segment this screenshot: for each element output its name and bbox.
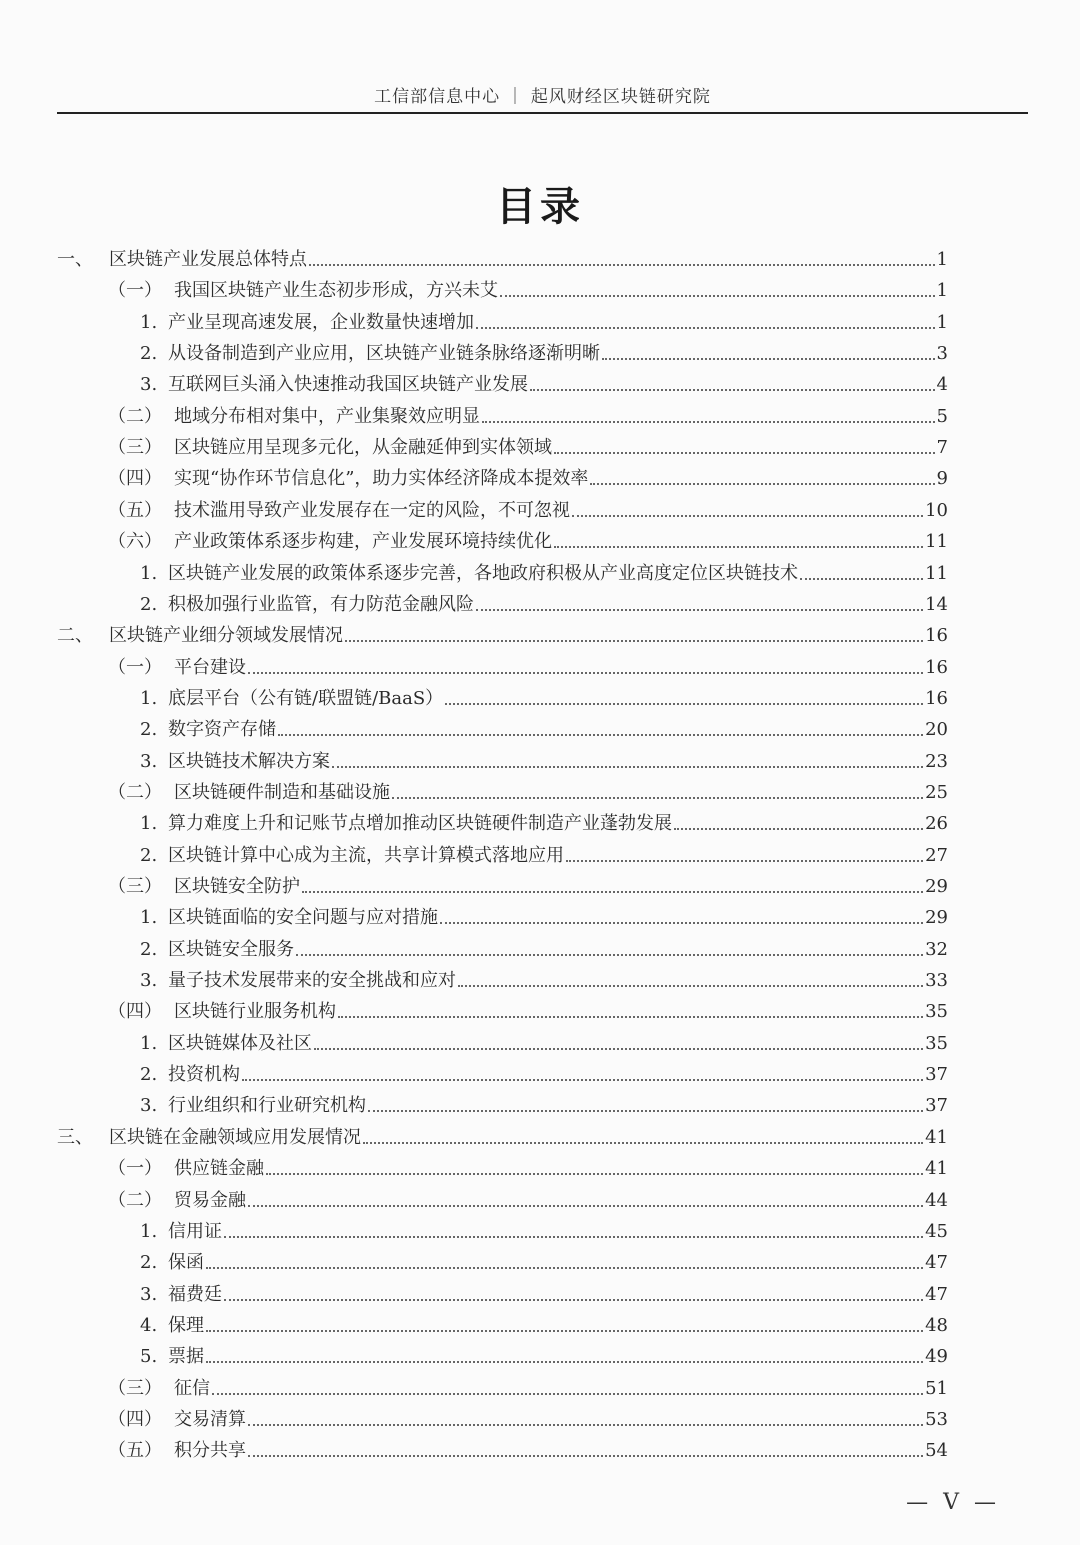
toc-entry-title: 产业政策体系逐步构建，产业发展环境持续优化 [174,531,552,553]
toc-entry-number: 1. [140,1032,158,1054]
toc-leader-dots [212,1393,923,1395]
toc-entry-title: 数字资产存储 [168,719,276,741]
toc-entry-title: 从设备制造到产业应用，区块链产业链条脉络逐渐明晰 [168,343,600,365]
toc-entry-number: 3. [140,1283,158,1305]
toc-entry[interactable] [108,1182,948,1213]
toc-leader-dots [302,891,923,893]
toc-entry-title: 平台建设 [174,656,246,678]
toc-entry[interactable] [140,962,948,993]
toc-entry-page: 41 [925,1158,948,1180]
toc-leader-dots [278,734,923,736]
toc-entry-title: 区块链产业发展总体特点 [109,249,307,270]
toc-entry-page: 51 [925,1377,948,1399]
toc-entry-title: 交易清算 [174,1408,246,1430]
toc-entry-number: 2. [140,343,158,365]
toc-entry[interactable] [108,523,948,554]
toc-entry-title: 区块链媒体及社区 [168,1032,312,1054]
toc-entry-title: 区块链在金融领域应用发展情况 [109,1126,361,1148]
toc-entry-number: 1. [140,311,158,333]
toc-entry-title: 区块链技术解决方案 [168,750,330,772]
toc-entry-page: 4 [936,374,948,396]
toc-entry[interactable] [108,993,948,1024]
toc-leader-dots [590,483,934,485]
toc-entry-page: 7 [936,437,948,459]
toc-entry-page: 47 [925,1283,948,1305]
toc-leader-dots [572,515,923,517]
toc-entry-number: （五） [108,499,162,521]
toc-entry-number: 2. [140,593,158,615]
toc-entry[interactable] [140,1338,948,1369]
toc-entry-title: 区块链计算中心成为主流，共享计算模式落地应用 [168,844,564,866]
toc-entry-page: 16 [925,625,948,647]
toc-entry[interactable] [108,398,948,429]
toc-leader-dots [345,640,923,642]
toc-entry[interactable] [140,711,948,742]
toc-entry-title: 征信 [174,1377,210,1399]
toc-entry-page: 16 [925,656,948,678]
toc-entry[interactable] [140,680,948,711]
toc-leader-dots [554,452,935,454]
toc-leader-dots [500,295,935,297]
toc-leader-dots [458,985,923,987]
toc-entry-number: （三） [108,437,162,459]
toc-entry[interactable] [108,868,948,899]
toc-entry-page: 26 [925,813,948,835]
toc-entry-title: 投资机构 [168,1064,240,1086]
toc-entry-number: （四） [108,468,162,490]
toc-entry-page: 10 [925,499,948,521]
toc-entry-number: 1. [140,562,158,584]
toc-entry-number: 3. [140,1095,158,1117]
toc-entry[interactable] [108,1150,948,1181]
toc-entry-page: 35 [925,1001,948,1023]
toc-entry-page: 5 [936,405,948,427]
toc-entry[interactable] [140,1276,948,1307]
toc-entry[interactable] [140,304,948,335]
toc-entry-page: 37 [925,1095,948,1117]
toc-leader-dots [314,1048,923,1050]
toc-leader-dots [482,421,935,423]
toc-entry-number: 3. [140,750,158,772]
toc-entry-title: 积分共享 [174,1440,246,1462]
toc-entry-number: 三、 [57,1126,93,1148]
toc-entry-page: 32 [925,938,948,960]
toc-entry-number: （二） [108,1189,162,1211]
toc-leader-dots [602,358,935,360]
toc-entry-page: 25 [925,781,948,803]
toc-entry-page: 44 [925,1189,948,1211]
toc-entry-title: 底层平台（公有链/联盟链/BaaS） [168,687,444,709]
toc-entry-page: 41 [925,1126,948,1148]
toc-leader-dots [248,1205,923,1207]
toc-entry[interactable] [140,335,948,366]
toc-entry-title: 福费廷 [168,1283,222,1305]
toc-leader-dots [248,1424,923,1426]
toc-leader-dots [476,609,923,611]
toc-entry-page: 29 [925,907,948,929]
toc-entry-page: 29 [925,876,948,897]
toc-leader-dots [266,1173,923,1175]
toc-entry[interactable] [140,1056,948,1087]
toc-entry-number: （五） [108,1440,162,1462]
toc-entry[interactable] [140,931,948,962]
toc-leader-dots [476,327,935,329]
toc-entry-number: （三） [108,876,162,897]
page-header [57,84,1028,114]
toc-leader-dots [530,389,935,391]
toc-entry-number: 1. [140,1220,158,1242]
toc-leader-dots [368,1110,923,1112]
toc-entry-title: 地域分布相对集中，产业集聚效应明显 [174,405,480,427]
toc-entry-page: 37 [925,1064,948,1086]
toc-entry[interactable] [140,586,948,617]
toc-entry[interactable] [140,1307,948,1338]
toc-entry-page: 23 [925,750,948,772]
toc-entry-number: 1. [140,813,158,835]
toc-entry-number: 3. [140,374,158,396]
toc-entry[interactable] [140,1213,948,1244]
toc-entry-page: 14 [925,593,948,615]
toc-entry-number: 2. [140,719,158,741]
toc-entry-title: 保理 [168,1314,204,1336]
toc-entry-title: 互联网巨头涌入快速推动我国区块链产业发展 [168,374,528,396]
toc-entry-title: 算力难度上升和记账节点增加推动区块链硬件制造产业蓬勃发展 [168,813,672,835]
toc-entry-title: 技术滥用导致产业发展存在一定的风险，不可忽视 [174,499,570,521]
toc-entry-page: 1 [936,249,948,270]
toc-leader-dots [338,1016,923,1018]
toc-entry-title: 产业呈现高速发展，企业数量快速增加 [168,311,474,333]
toc-entry[interactable] [140,1025,948,1056]
toc-entry-title: 区块链产业发展的政策体系逐步完善，各地政府积极从产业高度定位区块链技术 [168,562,798,584]
toc-entry-number: 2. [140,938,158,960]
toc-entry-number: 3. [140,970,158,992]
toc-entry-title: 我国区块链产业生态初步形成，方兴未艾 [174,280,498,302]
toc-entry-number: 二、 [57,625,93,647]
toc-entry[interactable] [140,555,948,586]
toc-entry-page: 45 [925,1220,948,1242]
page-number: — V — [906,1490,1000,1515]
toc-entry[interactable] [108,774,948,805]
toc-leader-dots [363,1142,923,1144]
toc-entry-page: 47 [925,1252,948,1274]
toc-entry-page: 3 [936,343,948,365]
toc-entry-number: （二） [108,405,162,427]
toc-entry[interactable] [140,837,948,868]
toc-entry[interactable] [140,366,948,397]
toc-entry-number: 1. [140,907,158,929]
toc-leader-dots [392,797,923,799]
toc-entry-title: 信用证 [168,1220,222,1242]
toc-entry-number: 1. [140,687,158,709]
toc-entry-title: 供应链金融 [174,1158,264,1180]
toc-entry-number: （六） [108,531,162,553]
toc-entry-number: 2. [140,1064,158,1086]
toc-entry[interactable] [140,1244,948,1275]
toc-entry[interactable] [57,1119,948,1150]
toc-leader-dots [800,578,923,580]
toc-entry[interactable] [108,1432,948,1463]
toc-entry[interactable] [108,492,948,523]
toc-leader-dots [206,1361,923,1363]
toc-leader-dots [248,672,923,674]
toc-entry-title: 量子技术发展带来的安全挑战和应对 [168,970,456,992]
toc-entry[interactable] [140,899,948,930]
toc-entry[interactable] [57,241,948,272]
toc-entry[interactable] [140,1087,948,1118]
toc-entry-title: 贸易金融 [174,1189,246,1211]
toc-entry-page: 1 [936,311,948,333]
toc-entry[interactable] [108,649,948,680]
toc-entry-page: 16 [925,687,948,709]
toc-leader-dots [206,1267,923,1269]
toc-entry-number: （四） [108,1001,162,1023]
toc-entry[interactable] [108,429,948,460]
toc-entry-page: 49 [925,1346,948,1368]
toc-leader-dots [674,828,923,830]
toc-entry-page: 20 [925,719,948,741]
toc-entry[interactable] [108,460,948,491]
toc-entry-title: 区块链面临的安全问题与应对措施 [168,907,438,929]
toc-leader-dots [242,1079,923,1081]
toc-entry-page: 1 [936,280,948,302]
toc-entry-title: 实现“协作环节信息化”，助力实体经济降成本提效率 [174,468,589,490]
toc-entry-title: 票据 [168,1346,204,1368]
toc-leader-dots [224,1299,923,1301]
toc-entry[interactable] [140,805,948,836]
toc-entry-title: 区块链安全服务 [168,938,294,960]
toc-entry[interactable] [108,272,948,303]
toc-entry-number: （一） [108,656,162,678]
toc-entry-title: 区块链行业服务机构 [174,1001,336,1023]
toc-entry-number: 2. [140,844,158,866]
toc-entry-number: 4. [140,1314,158,1336]
toc-leader-dots [248,1455,923,1457]
toc-entry[interactable] [57,617,948,648]
toc-entry-page: 48 [925,1314,948,1336]
toc-entry-page: 53 [925,1408,948,1430]
toc-entry-title: 行业组织和行业研究机构 [168,1095,366,1117]
toc-entry-page: 9 [936,468,948,490]
toc-leader-dots [566,860,923,862]
toc-entry-number: 5. [140,1346,158,1368]
toc-leader-dots [554,546,923,548]
toc-entry-title: 积极加强行业监管，有力防范金融风险 [168,593,474,615]
toc-entry-number: （一） [108,280,162,302]
toc-entry-page: 33 [925,970,948,992]
toc-entry-number: 一、 [57,249,93,270]
toc-entry[interactable] [108,1370,948,1401]
toc-entry-title: 保函 [168,1252,204,1274]
toc-leader-dots [206,1330,923,1332]
toc-entry-title: 区块链产业细分领域发展情况 [109,625,343,647]
toc-leader-dots [296,954,923,956]
toc-leader-dots [445,703,923,705]
toc-leader-dots [332,766,923,768]
toc-entry-title: 区块链硬件制造和基础设施 [174,781,390,803]
toc-leader-dots [440,922,923,924]
toc-entry-number: （二） [108,781,162,803]
toc-entry-number: （三） [108,1377,162,1399]
toc-entry-title: 区块链应用呈现多元化，从金融延伸到实体领域 [174,437,552,459]
toc-entry-number: （四） [108,1408,162,1430]
toc-entry-number: 2. [140,1252,158,1274]
toc-entry[interactable] [140,743,948,774]
toc-entry-page: 11 [925,531,948,553]
toc-entry-page: 35 [925,1032,948,1054]
toc-entry-page: 27 [925,844,948,866]
toc-leader-dots [224,1236,923,1238]
toc-entry-number: （一） [108,1158,162,1180]
toc-entry[interactable] [108,1401,948,1432]
toc-title: 目录 [496,183,584,230]
toc-leader-dots [309,264,935,266]
header-text: 工信部信息中心 ｜ 起风财经区块链研究院 [374,87,711,107]
toc-entry-page: 11 [925,562,948,584]
toc-entry-page: 54 [925,1440,948,1462]
toc-entry-title: 区块链安全防护 [174,876,300,897]
